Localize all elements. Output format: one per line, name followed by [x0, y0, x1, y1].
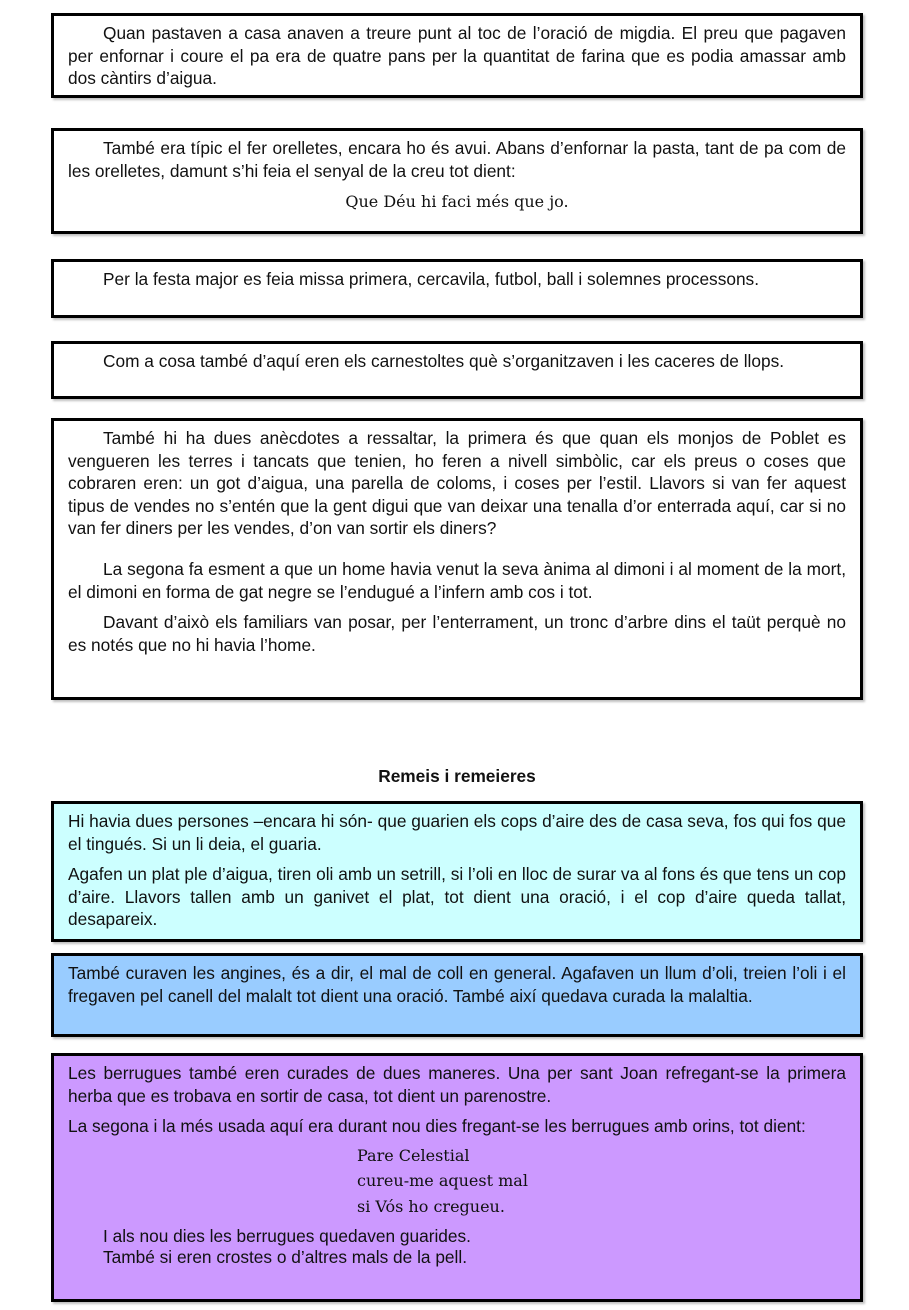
paragraph-cops-aire-intro: Hi havia dues persones –encara hi són- que guarien els cops d’aire des de casa seva, fos qui fos que el tingués. Si un li deia, el guaria.: [68, 811, 846, 854]
text-box-festa-major: [51, 259, 863, 318]
section-heading: Remeis i remeieres: [378, 766, 536, 786]
poem-line: si Vós ho cregueu.: [357, 1196, 505, 1216]
paragraph-berrugues-method: La segona i la més usada aquí era durant nou dies fregant-se les berrugues amb orins, tot dient:: [68, 1116, 806, 1137]
paragraph-anecdote-poblet: També hi ha dues anècdotes a ressaltar, la primera és que quan els monjos de Poblet es vengueren les terres i tancats que tenien, ho feren a nivell simbòlic, car els preus o coses que cobraren eren: un got d’aigua, una parella de coloms, i coses per l’estil. Llavors si van fer aquest tipus de vendes no s’entén que la gent digui que van deixar una tenalla d’or enterrada aquí, car si no van fer diners per les vendes, d’on van sortir els diners?: [68, 428, 846, 539]
poem-line: cureu-me aquest mal: [357, 1171, 528, 1191]
verse-blessing: Que Déu hi faci més que jo.: [345, 192, 569, 212]
poem-line: Pare Celestial: [357, 1145, 470, 1165]
paragraph-angines: També curaven les angines, és a dir, el mal de coll en general. Agafaven un llum d’oli, treien l’oli i el fregaven pel canell del malalt tot dient una oració. També així quedava curada la malaltia.: [68, 963, 846, 1006]
paragraph-berrugues-result: I als nou dies les berrugues quedaven guarides.: [103, 1225, 471, 1246]
paragraph-cops-aire-method: Agafen un plat ple d’aigua, tiren oli amb un setrill, si l’oli en lloc de surar va al fons és que tens un cop d’aire. Llavors tallen amb un ganivet el plat, tot dient una oració, i el cop d’aire queda tallat, desapareix.: [68, 864, 846, 930]
paragraph-berrugues-skin: També si eren crostes o d’altres mals de la pell.: [103, 1247, 468, 1268]
paragraph-anecdote-tronc: Davant d’això els familiars van posar, per l’enterrament, un tronc d’arbre dins el taüt perquè no es notés que no hi havia l’home.: [68, 612, 846, 655]
text-box-bread: [51, 13, 863, 98]
text-box-anecdotes: [51, 418, 863, 700]
paragraph-bread: Quan pastaven a casa anaven a treure punt al toc de l’oració de migdia. El preu que pagaven per enfornar i coure el pa era de quatre pans per la quantitat de farina que es podia amassar amb dos càntirs d’aigua.: [68, 23, 846, 89]
text-box-orelletes: [51, 128, 863, 234]
remedy-box-angines: [51, 953, 863, 1037]
text-box-carnestoltes: [51, 341, 863, 399]
paragraph-festa-major: Per la festa major es feia missa primera, cercavila, futbol, ball i solemnes processons.: [103, 269, 759, 289]
paragraph-berrugues-intro: Les berrugues també eren curades de dues maneres. Una per sant Joan refregant-se la primera herba que es trobava en sortir de casa, tot dient un parenostre.: [68, 1063, 846, 1106]
poem-prayer: [357, 1143, 846, 1220]
remedy-box-berrugues: [51, 1053, 863, 1302]
paragraph-carnestoltes: Com a cosa també d’aquí eren els carnestoltes què s’organitzaven i les caceres de llops.: [103, 351, 785, 371]
remedy-box-cops-aire: [51, 801, 863, 942]
paragraph-anecdote-dimoni: La segona fa esment a que un home havia venut la seva ànima al dimoni i al moment de la mort, el dimoni en forma de gat negre se l’endugué a l’infern amb cos i tot.: [68, 558, 846, 602]
paragraph-orelletes: També era típic el fer orelletes, encara ho és avui. Abans d’enfornar la pasta, tant de pa com de les orelletes, damunt s’hi feia el senyal de la creu tot dient:: [68, 138, 846, 181]
